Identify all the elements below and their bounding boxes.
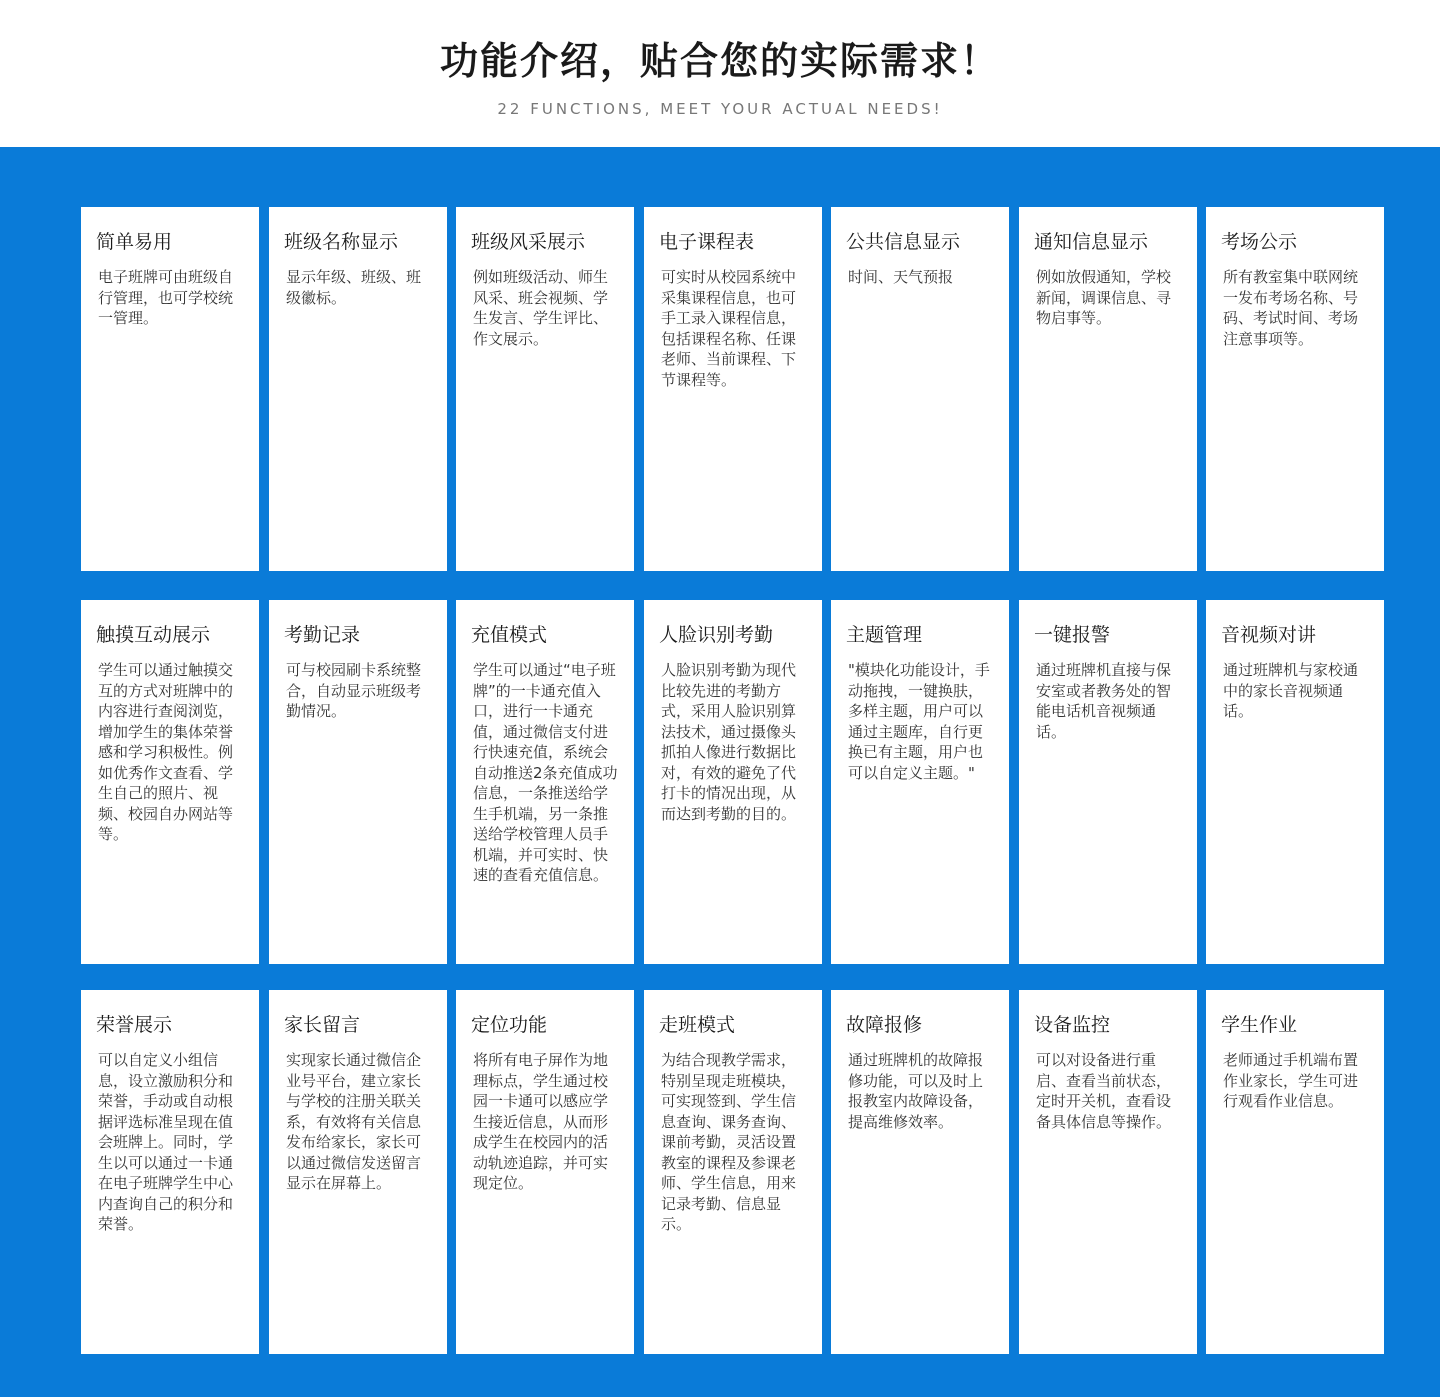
feature-desc: 例如放假通知，学校新闻，调课信息、寻物启事等。	[1036, 268, 1172, 327]
header	[0, 0, 1440, 147]
page-title: 功能介绍，贴合您的实际需求！	[439, 39, 1000, 83]
feature-desc: 例如班级活动、师生风采、班会视频、学生发言、学生评比、作文展示。	[473, 268, 609, 348]
feature-desc: 通过班牌机与家校通中的家长音视频通话。	[1223, 661, 1359, 720]
feature-desc: 为结合现教学需求，特别呈现走班模块，可实现签到、学生信息查询、课务查询、课前考勤，灵活设置教室的课程及参课老师、学生信息，用来记录考勤、信息显示。	[661, 1051, 797, 1233]
feature-title: 故障报修	[846, 1014, 923, 1036]
feature-title: 班级名称显示	[284, 231, 399, 253]
feature-title: 考勤记录	[284, 624, 361, 646]
feature-card	[1206, 990, 1384, 1354]
feature-desc: 时间、天气预报	[848, 268, 954, 286]
feature-desc: 可以自定义小组信息，设立激励积分和荣誉，手动或自动根据评选标准呈现在值会班牌上。同时，学生以可以通过一卡通在电子班牌学生中心内查询自己的积分和荣誉。	[98, 1051, 234, 1233]
feature-title: 触摸互动展示	[96, 624, 211, 646]
feature-card	[456, 990, 634, 1354]
feature-title: 公共信息显示	[846, 231, 961, 253]
feature-desc: 老师通过手机端布置作业家长，学生可进行观看作业信息。	[1223, 1051, 1359, 1110]
feature-title: 一键报警	[1034, 624, 1111, 646]
feature-desc: "模块化功能设计，手动拖拽，一键换肤，多样主题，用户可以通过主题库，自行更换已有主题，用户也可以自定义主题。"	[848, 661, 990, 782]
feature-card	[269, 600, 447, 964]
feature-desc: 所有教室集中联网统一发布考场名称、号码、考试时间、考场注意事项等。	[1223, 268, 1359, 348]
feature-card	[1019, 600, 1197, 964]
feature-desc: 可与校园刷卡系统整合，自动显示班级考勤情况。	[286, 661, 422, 720]
feature-desc: 电子班牌可由班级自行管理，也可学校统一管理。	[98, 268, 234, 327]
feature-card	[269, 990, 447, 1354]
feature-card	[269, 207, 447, 571]
feature-card	[81, 207, 259, 571]
feature-title: 学生作业	[1221, 1014, 1298, 1036]
feature-desc: 将所有电子屏作为地理标点，学生通过校园一卡通可以感应学生接近信息，从而形成学生在校园内的活动轨迹追踪，并可实现定位。	[473, 1051, 609, 1192]
feature-desc: 可以对设备进行重启、查看当前状态，定时开关机，查看设备具体信息等操作。	[1036, 1051, 1172, 1131]
feature-card	[1206, 600, 1384, 964]
feature-title: 班级风采展示	[471, 231, 586, 253]
feature-title: 考场公示	[1221, 231, 1298, 253]
feature-title: 设备监控	[1034, 1014, 1111, 1036]
feature-desc: 通过班牌机的故障报修功能，可以及时上报教室内故障设备，提高维修效率。	[848, 1051, 984, 1131]
feature-desc: 学生可以通过触摸交互的方式对班牌中的内容进行查阅浏览，增加学生的集体荣誉感和学习积极性。例如优秀作文查看、学生自己的照片、视频、校园自办网站等等。	[98, 661, 234, 843]
page-subtitle: 22 FUNCTIONS, MEET YOUR ACTUAL NEEDS!	[497, 100, 943, 118]
feature-card	[831, 990, 1009, 1354]
feature-title: 通知信息显示	[1034, 231, 1149, 253]
feature-title: 电子课程表	[659, 231, 755, 253]
feature-card	[1019, 990, 1197, 1354]
feature-desc: 实现家长通过微信企业号平台，建立家长与学校的注册关联关系，有效将有关信息发布给家长，家长可以通过微信发送留言显示在屏幕上。	[286, 1051, 422, 1192]
feature-desc: 可实时从校园系统中采集课程信息，也可手工录入课程信息，包括课程名称、任课老师、当前课程、下节课程等。	[661, 268, 797, 389]
feature-card	[81, 600, 259, 964]
feature-title: 简单易用	[96, 231, 173, 253]
feature-card	[831, 600, 1009, 964]
feature-card	[1019, 207, 1197, 571]
feature-card	[831, 207, 1009, 571]
feature-title: 定位功能	[471, 1014, 548, 1036]
feature-desc: 人脸识别考勤为现代比较先进的考勤方式，采用人脸识别算法技术，通过摄像头抓拍人像进行数据比对，有效的避免了代打卡的情况出现，从而达到考勤的目的。	[661, 661, 797, 823]
feature-desc: 学生可以通过“电子班牌”的一卡通充值入口，进行一卡通充值，通过微信支付进行快速充值，系统会自动推送2条充值成功信息，一条推送给学生手机端，另一条推送给学校管理人员手机端，并可实时、快速的查看充值信息。	[473, 661, 618, 884]
feature-card	[456, 600, 634, 964]
feature-card	[644, 207, 822, 571]
feature-title: 家长留言	[284, 1014, 361, 1036]
feature-card	[81, 990, 259, 1354]
feature-title: 荣誉展示	[96, 1014, 173, 1036]
feature-card	[456, 207, 634, 571]
feature-title: 走班模式	[659, 1014, 736, 1036]
feature-desc: 通过班牌机直接与保安室或者教务处的智能电话机音视频通话。	[1036, 661, 1172, 741]
feature-card	[1206, 207, 1384, 571]
feature-title: 主题管理	[846, 624, 923, 646]
feature-title: 人脸识别考勤	[659, 624, 774, 646]
feature-desc: 显示年级、班级、班级徽标。	[286, 268, 422, 307]
feature-card	[644, 600, 822, 964]
feature-title: 充值模式	[471, 624, 548, 646]
feature-title: 音视频对讲	[1221, 624, 1317, 646]
feature-card	[644, 990, 822, 1354]
